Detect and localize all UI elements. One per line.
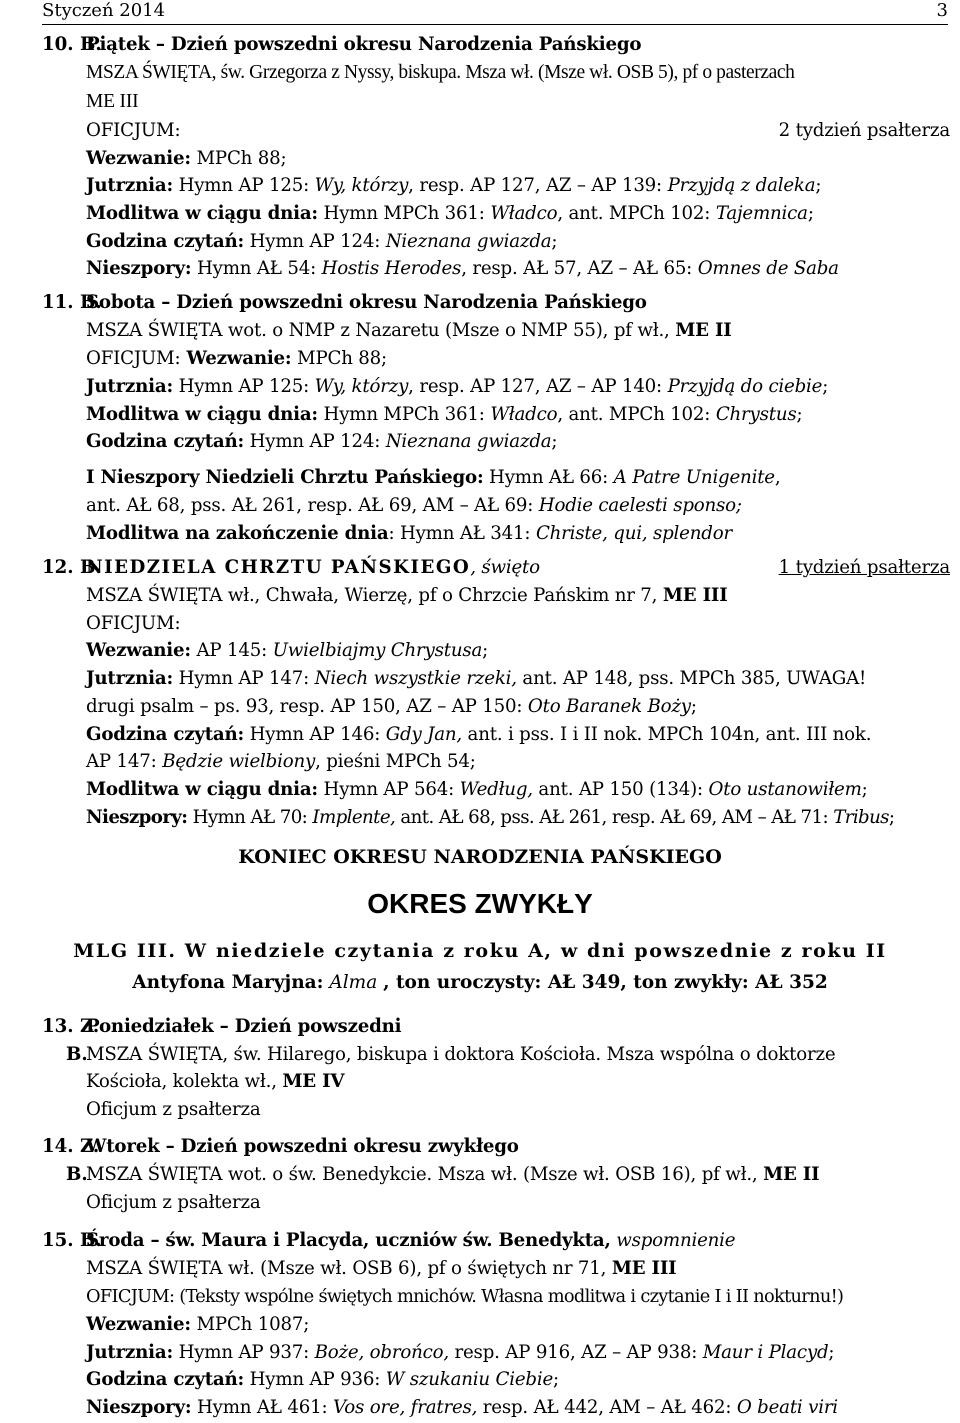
day-11-godzina: Godzina czytań: Hymn AP 124: Nieznana gwiazda; [86, 431, 558, 452]
day-12-title: NIEDZIELA CHRZTU PAŃSKIEGO, święto 1 tydzień psałterza [86, 557, 950, 578]
day-11-modlitwa: Modlitwa w ciągu dnia: Hymn MPCh 361: Władco, ant. MPCh 102: Chrystus; [86, 404, 803, 425]
day-13-b: B. [66, 1044, 88, 1065]
day-11-title: Sobota – Dzień powszedni okresu Narodzenia Pańskiego [86, 292, 647, 313]
day-15-jutrznia: Jutrznia: Hymn AP 937: Boże, obrońco, resp. AP 916, AZ – AP 938: Maur i Placyd; [86, 1342, 835, 1363]
koniec-okresu-heading: KONIEC OKRESU NARODZENIA PAŃSKIEGO [238, 846, 722, 868]
page-number: 3 [936, 0, 948, 21]
day-12-oficjum: OFICJUM: [86, 613, 181, 634]
mlg-line: MLG III. W niedziele czytania z roku A, w dni powszednie z roku II [73, 940, 887, 962]
day-15-oficjum: OFICJUM: (Teksty wspólne świętych mnichów. Własna modlitwa i czytanie I i II nokturnu!) [86, 1286, 844, 1307]
header-month: Styczeń 2014 [42, 0, 166, 21]
day-10-number: 10. B. [42, 34, 102, 55]
day-12-drugi-psalm: drugi psalm – ps. 93, resp. AP 150, AZ – AP 150: Oto Baranek Boży; [86, 696, 697, 717]
day-11-mass: MSZA ŚWIĘTA wot. o NMP z Nazaretu (Msze o NMP 55), pf wł., ME II [86, 320, 732, 341]
okres-zwykly-heading: OKRES ZWYKŁY [367, 888, 593, 919]
day-11-number: 11. B. [42, 292, 102, 313]
day-13-title: Poniedziałek – Dzień powszedni [86, 1016, 402, 1037]
day-10-modlitwa: Modlitwa w ciągu dnia: Hymn MPCh 361: Władco, ant. MPCh 102: Tajemnica; [86, 203, 814, 224]
day-11-kompleta: Modlitwa na zakończenie dnia: Hymn AŁ 341: Christe, qui, splendor [86, 523, 732, 544]
day-13-oficjum: Oficjum z psałterza [86, 1099, 261, 1120]
day-11-antyfony: ant. AŁ 68, pss. AŁ 261, resp. AŁ 69, AM – AŁ 69: Hodie caelesti sponso; [86, 495, 742, 516]
day-11-oficjum: OFICJUM: Wezwanie: MPCh 88; [86, 348, 387, 369]
day-12-number: 12. B. [42, 557, 102, 578]
day-13-number: 13. Z. [42, 1016, 100, 1037]
day-10-me: ME III [86, 91, 139, 112]
day-12-nieszpory: Nieszpory: Hymn AŁ 70: Implente, ant. AŁ 68, pss. AŁ 261, resp. AŁ 69, AM – AŁ 71: Tribus; [86, 807, 895, 828]
day-13-mass: MSZA ŚWIĘTA, św. Hilarego, biskupa i doktora Kościoła. Msza wspólna o doktorze [86, 1044, 836, 1065]
day-10-wezwanie: Wezwanie: MPCh 88; [86, 148, 287, 169]
day-15-godzina: Godzina czytań: Hymn AP 936: W szukaniu Ciebie; [86, 1369, 559, 1390]
antyfona-maryjna: Antyfona Maryjna: Alma , ton uroczysty: AŁ 349, ton zwykły: AŁ 352 [132, 972, 828, 993]
day-15-title: Środa – św. Maura i Placyda, uczniów św. Benedykta, wspomnienie [86, 1230, 736, 1251]
day-15-number: 15. B. [42, 1230, 102, 1251]
day-10-jutrznia: Jutrznia: Hymn AP 125: Wy, którzy, resp. AP 127, AZ – AP 139: Przyjdą z daleka; [86, 175, 822, 196]
day-15-wezwanie: Wezwanie: MPCh 1087; [86, 1314, 310, 1335]
day-12-jutrznia: Jutrznia: Hymn AP 147: Niech wszystkie rzeki, ant. AP 148, pss. MPCh 385, UWAGA! [86, 668, 867, 689]
day-14-mass: MSZA ŚWIĘTA wot. o św. Benedykcie. Msza wł. (Msze wł. OSB 16), pf wł., ME II [86, 1164, 820, 1185]
running-header [42, 0, 948, 25]
day-14-number: 14. Z. [42, 1136, 100, 1157]
day-12-wezwanie: Wezwanie: AP 145: Uwielbiajmy Chrystusa; [86, 640, 489, 661]
day-14-title: Wtorek – Dzień powszedni okresu zwykłego [86, 1136, 519, 1157]
day-11-jutrznia: Jutrznia: Hymn AP 125: Wy, którzy, resp. AP 127, AZ – AP 140: Przyjdą do ciebie; [86, 376, 829, 397]
day-14-oficjum: Oficjum z psałterza [86, 1192, 261, 1213]
day-10-title: Piątek – Dzień powszedni okresu Narodzenia Pańskiego [86, 34, 642, 55]
day-12-mass: MSZA ŚWIĘTA wł., Chwała, Wierzę, pf o Chrzcie Pańskim nr 7, ME III [86, 585, 728, 606]
day-15-nieszpory: Nieszpory: Hymn AŁ 461: Vos ore, fratres, resp. AŁ 442, AM – AŁ 462: O beati viri [86, 1397, 838, 1418]
day-10-nieszpory: Nieszpory: Hymn AŁ 54: Hostis Herodes, resp. AŁ 57, AZ – AŁ 65: Omnes de Saba [86, 258, 839, 279]
day-11-i-nieszpory: I Nieszpory Niedzieli Chrztu Pańskiego: Hymn AŁ 66: A Patre Unigenite, [86, 467, 781, 488]
day-10-mass: MSZA ŚWIĘTA, św. Grzegorza z Nyssy, biskupa. Msza wł. (Msze wł. OSB 5), pf o pasterzach [86, 62, 795, 83]
day-12-godzina-cont: AP 147: Będzie wielbiony, pieśni MPCh 54; [86, 751, 476, 772]
day-10-oficjum: OFICJUM: 2 tydzień psałterza [86, 120, 950, 141]
day-15-mass: MSZA ŚWIĘTA wł. (Msze wł. OSB 6), pf o świętych nr 71, ME III [86, 1258, 677, 1279]
day-14-b: B. [66, 1164, 88, 1185]
day-13-mass-cont: Kościoła, kolekta wł., ME IV [86, 1071, 345, 1092]
day-12-godzina: Godzina czytań: Hymn AP 146: Gdy Jan, ant. i pss. I i II nok. MPCh 104n, ant. III nok. [86, 724, 872, 745]
day-10-godzina: Godzina czytań: Hymn AP 124: Nieznana gwiazda; [86, 231, 558, 252]
day-12-modlitwa: Modlitwa w ciągu dnia: Hymn AP 564: Według, ant. AP 150 (134): Oto ustanowiłem; [86, 779, 868, 800]
